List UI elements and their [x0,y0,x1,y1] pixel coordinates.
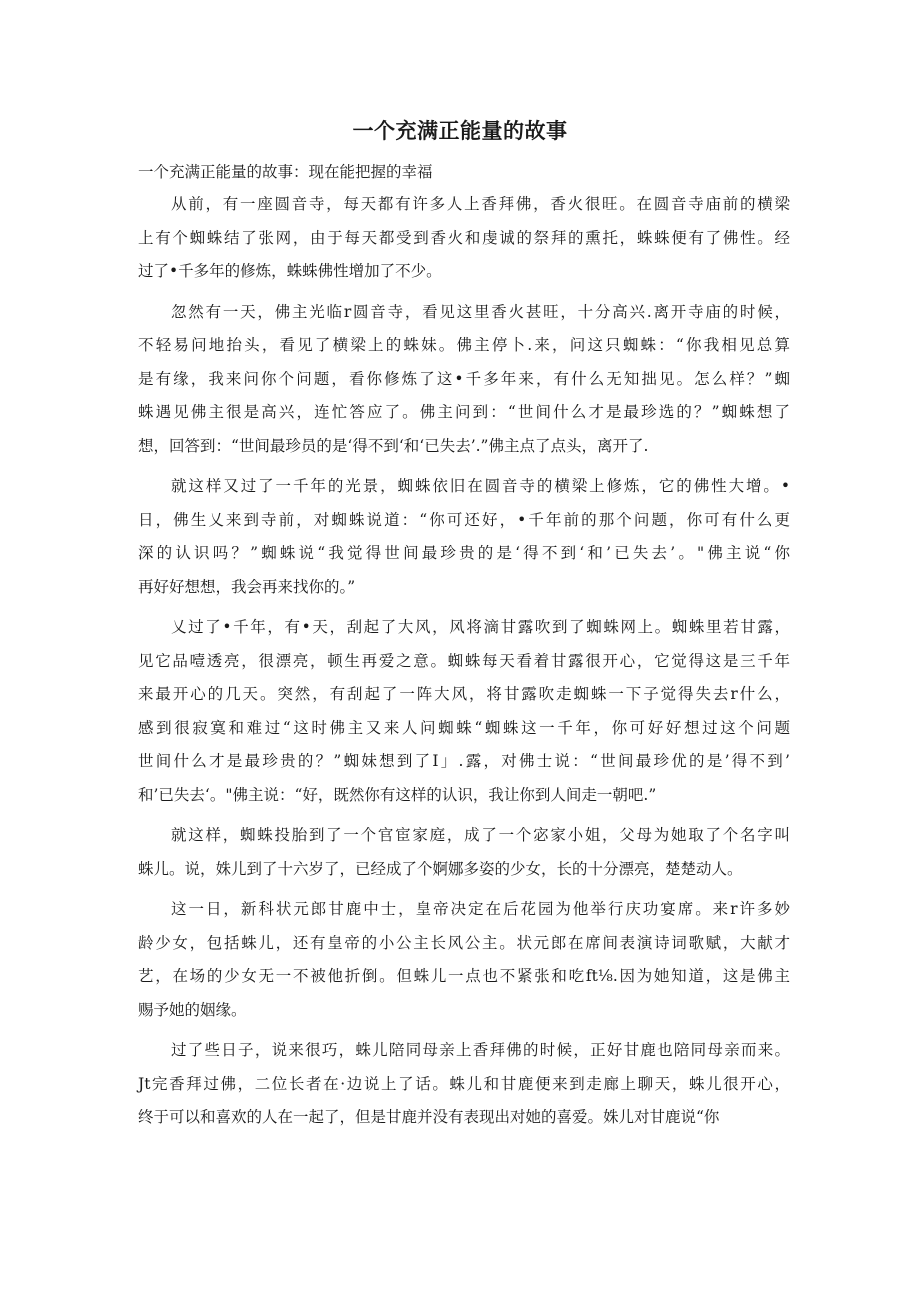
paragraph-line: 感到很寂寞和难过“这时佛主又来人问蜘蛛“蜘蛛这一千年，你可好好想过这个问题 [138,718,790,737]
paragraph-line: 不轻易问地抬头，看见了横梁上的蛛妹。佛主停卜.来，问这只蜘蛛：“你我相见总算 [138,336,790,354]
paragraph [138,296,790,464]
paragraph [138,188,790,289]
paragraph-line: 上有个蜘蛛结了张网，由于每天都受到香火和虔诚的祭拜的熏托，蛛蛛便有了佛性。经 [138,228,790,247]
paragraph [138,819,790,886]
paragraph-line: 忽然有一天，佛主光临r圆音寺，看见这里香火甚旺，十分高兴.离开寺庙的时候， [171,302,790,321]
document-title: 一个充满正能量的故事 [352,119,568,143]
paragraph-line: 想，回答到：“世间最珍员的是‘得不到‘和‘已失去’.”佛主点了点头，离开了. [138,436,649,455]
paragraph-line: 乂过了•千年，有•天，刮起了大风，风将滴甘露吹到了蜘蛛网上。蜘蛛里若甘露， [171,618,790,636]
paragraph-line: 艺，在场的少女无一不被他折倒。但蛛儿一点也不紧张和吃ft⅛.因为她知道，这是佛主 [138,967,790,985]
paragraph-line: 深的认识吗？”蜘蛛说“我觉得世间最珍贵的是‘得不到‘和’已失去’。"佛主说“你 [138,544,790,562]
paragraph-line: 从前，有一座圆音寺，每天都有许多人上香拜佛，香火很旺。在圆音寺庙前的横梁 [171,195,790,213]
paragraph [138,1034,790,1135]
paragraph-line: 就这样，蜘蛛投胎到了一个官宦家庭，成了一个宓家小姐，父母为她取了个名字叫 [171,826,790,844]
paragraph-line: 过了些日子，说来很巧，蛛儿陪同母亲上香拜佛的时候，正好甘鹿也陪同母亲而来。 [171,1041,790,1059]
paragraph [138,470,790,604]
paragraph-line: 赐予她的姻缘。 [138,1000,247,1019]
paragraph-line: 就这样又过了一千年的光景，蜘蛛依旧在圆音寺的横梁上修炼，它的佛性大增。• [171,477,790,495]
paragraph-line: 见它品噎透亮，很漂亮，顿生再爱之意。蜘蛛每天看着甘露很开心，它觉得这是三千年 [138,651,790,670]
paragraph-line: 蛛遇见佛主很是高兴，连忙答应了。佛主问到：“世间什么才是最珍选的？”蜘蛛想了 [138,403,790,421]
paragraph-line: 过了•千多年的修炼，蛛蛛佛性增加了不少。 [138,262,442,280]
paragraph-line: 这一日，新科状元郎甘鹿中士，皇帝决定在后花园为他举行庆功宴席。来r许多妙 [171,900,790,918]
paragraph-line: 来最开心的几天。突然，有刮起了一阵大风，将甘露吹走蜘蛛一下子觉得失去r什么， [138,685,790,703]
paragraph-line: 日，佛生乂来到寺前，对蜘蛛说道：“你可还好，•千年前的那个问题，你可有什么更 [138,510,790,529]
paragraph-line: 蛛儿。说，姝儿到了十六岁了，已经成了个婀娜多姿的少女，长的十分漂亮，楚楚动人。 [138,859,743,878]
paragraph-line: 世间什么才是最珍贵的？”蜘妹想到了I」.露，对佛士说：“世间最珍优的是’得不到’ [138,752,790,770]
paragraph [138,893,790,1027]
paragraph-line: 龄少女，包括蛛儿，还有皇帝的小公主长风公主。状元郎在席间表演诗词歌赋，大献才 [138,933,790,952]
paragraph-line: 和’已失去‘。"佛主说：“好，既然你有这样的认识，我让你到人间走一朝吧.” [138,785,657,804]
document-body [138,188,790,1135]
paragraph-line: 再好好想想，我会再来找你的。” [138,577,356,596]
paragraph-line: 终于可以和喜欢的人在一起了，但是甘鹿并没有表现出对她的喜爱。姝儿对甘鹿说“你 [138,1108,720,1126]
document-subtitle: 一个充满正能量的故事：现在能把握的幸福 [138,163,433,181]
paragraph [138,611,790,812]
paragraph-line: Jt完香拜过佛，二位长者在·边说上了话。蛛儿和甘鹿便来到走廊上聊天，蛛儿很开心， [138,1074,790,1093]
paragraph-line: 是有缘，我来问你个问题，看你修炼了这•千多年来，有什么无知拙见。怎么样？”蜘 [138,369,790,388]
